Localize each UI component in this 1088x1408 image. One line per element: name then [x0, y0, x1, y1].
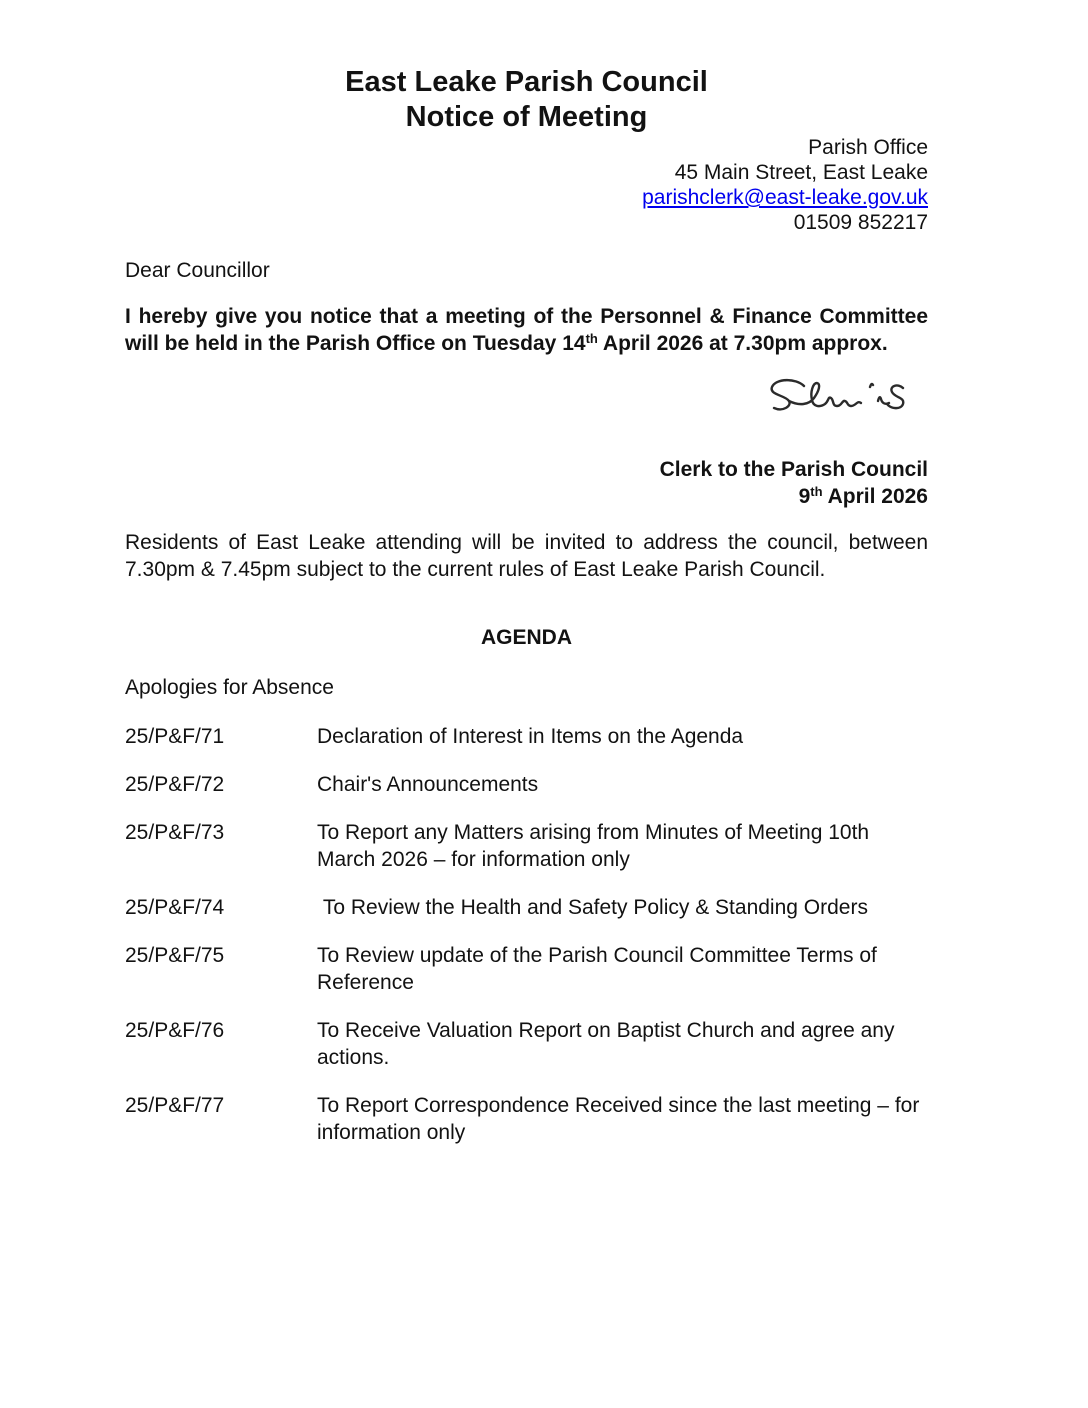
- notice-text-part1: I hereby give you notice that a meeting of the Personnel & Finance Committee will be held in the Parish Office on Tuesday 14: [125, 305, 928, 355]
- signoff-date-rest: April 2026: [822, 485, 928, 508]
- contact-email-line: [125, 185, 928, 210]
- agenda-item-ref: 25/P&F/74: [125, 896, 225, 919]
- agenda-item: [125, 1092, 928, 1146]
- agenda-item-ref: 25/P&F/76: [125, 1019, 225, 1042]
- agenda-list: [125, 723, 928, 1146]
- signoff-date-day: 9: [798, 485, 811, 508]
- agenda-item: [125, 723, 928, 750]
- agenda-item-ref: 25/P&F/75: [125, 944, 225, 967]
- agenda-item: [125, 771, 928, 798]
- agenda-heading: AGENDA: [480, 626, 572, 649]
- email-link[interactable]: parishclerk@east-leake.gov.uk: [642, 186, 928, 209]
- agenda-item: [125, 942, 928, 996]
- notice-ordinal: th: [585, 331, 598, 346]
- agenda-item-ref: 25/P&F/72: [125, 773, 225, 796]
- document-title-line1: East Leake Parish Council: [345, 66, 708, 98]
- contact-block: [125, 135, 928, 235]
- signoff-role: Clerk to the Parish Council: [659, 458, 928, 481]
- agenda-item-text: To Receive Valuation Report on Baptist Church and agree any actions.: [317, 1019, 901, 1069]
- agenda-item-text: To Review update of the Parish Council Committee Terms of Reference: [317, 944, 883, 994]
- agenda-item: [125, 894, 928, 921]
- notice-text-part2: April 2026 at 7.30pm approx.: [597, 332, 888, 355]
- signoff-date-ordinal: th: [810, 484, 823, 499]
- agenda-item-ref: 25/P&F/71: [125, 725, 225, 748]
- agenda-item-text: To Report Correspondence Received since the last meeting – for information only: [317, 1094, 926, 1144]
- salutation: Dear Councillor: [125, 259, 270, 282]
- document-title-line2: Notice of Meeting: [405, 101, 648, 133]
- agenda-item-ref: 25/P&F/73: [125, 821, 225, 844]
- agenda-item-ref: 25/P&F/77: [125, 1094, 225, 1117]
- notice-paragraph: [125, 303, 928, 357]
- signoff-block: [125, 456, 928, 510]
- signature-block: [125, 375, 928, 426]
- agenda-item: [125, 1017, 928, 1071]
- contact-phone: 01509 852217: [793, 211, 928, 234]
- agenda-item-text: To Review the Health and Safety Policy & Standing Orders: [317, 896, 868, 919]
- signature-handwriting: [756, 375, 926, 419]
- agenda-item-text: Declaration of Interest in Items on the Agenda: [317, 725, 744, 748]
- signoff-date: [125, 483, 928, 510]
- contact-address: 45 Main Street, East Leake: [674, 161, 928, 184]
- agenda-item: [125, 819, 928, 873]
- document-title: [125, 65, 928, 135]
- apologies-line: Apologies for Absence: [125, 676, 334, 699]
- agenda-item-text: Chair's Announcements: [317, 773, 539, 796]
- agenda-item-text: To Report any Matters arising from Minutes of Meeting 10th March 2026 – for information only: [317, 821, 875, 871]
- residents-note: Residents of East Leake attending will be invited to address the council, between 7.30pm & 7.45pm subject to the current rules of East Leake Parish Council.: [125, 531, 928, 581]
- contact-office: Parish Office: [808, 136, 928, 159]
